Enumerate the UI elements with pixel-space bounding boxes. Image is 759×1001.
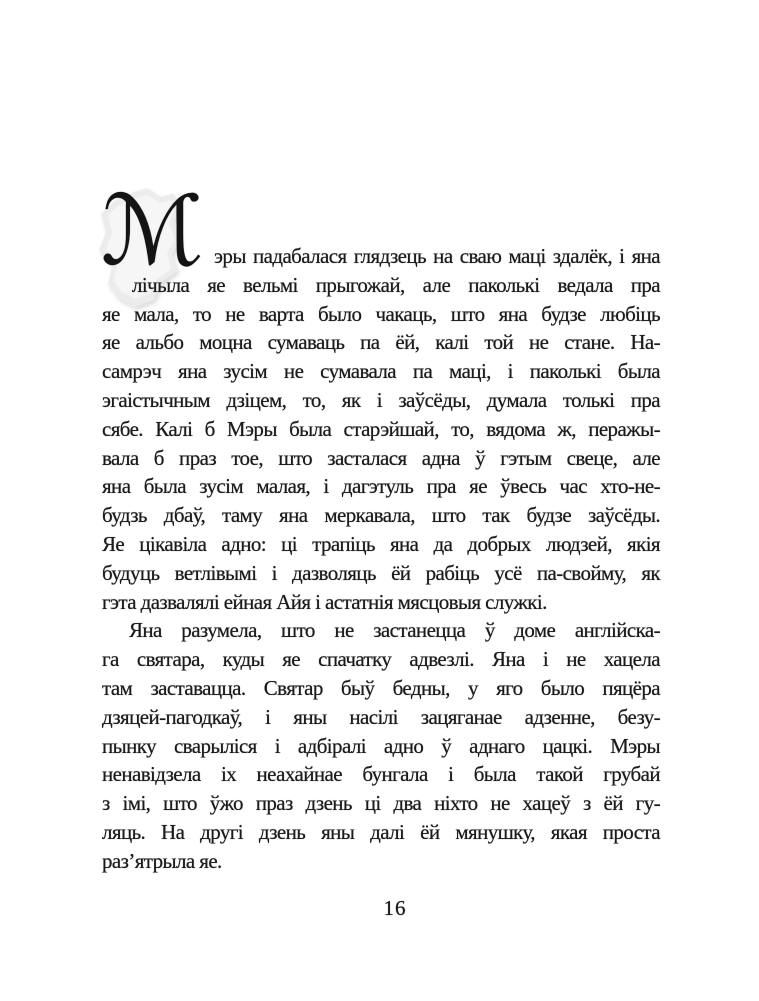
text-line: будзь дбаў, таму яна меркавала, што так будзе заўсёды. bbox=[102, 503, 660, 528]
paragraph-1 bbox=[102, 242, 660, 616]
text-line: гэта дазвалялі ейная Айя і астатнія мясцовыя служкі. bbox=[102, 589, 547, 614]
text-line: вала б праз тое, што засталася адна ў гэтым свеце, але bbox=[102, 445, 660, 470]
text-line: Яна разумела, што не застанецца ў доме англійска- bbox=[129, 618, 660, 643]
text-line: самрэч яна зусім не сумавала па маці, і паколькі была bbox=[102, 359, 660, 384]
text-line: эры падабалася глядзець на сваю маці здалёк, і яна bbox=[214, 244, 660, 268]
text-line: пынку сварыліся і адбіралі адно ў аднаго цацкі. Мэры bbox=[102, 733, 660, 758]
text-line: дзяцей-пагодкаў, і яны насілі зацяганае адзенне, безу- bbox=[102, 704, 660, 729]
drop-cap-letter-m: ℳ bbox=[101, 175, 204, 287]
text-line: га святара, куды яе спачатку адвезлі. Яна і не хацела bbox=[102, 647, 660, 672]
text-line: эгаістычным дзіцем, то, як і заўсёды, думала толькі пра bbox=[102, 387, 660, 412]
text-line: яна была зусім малая, і дагэтуль пра яе ўвесь час хто-не- bbox=[102, 474, 660, 499]
text-line: Яе цікавіла адно: ці трапіць яна да добрых людзей, якія bbox=[102, 531, 660, 556]
text-line: яе мала, то не варта было чакаць, што яна будзе любіць bbox=[102, 301, 660, 326]
text-line: лічыла яе вельмі прыгожай, але паколькі ведала пра bbox=[132, 272, 660, 297]
text-line: там заставацца. Святар быў бедны, у яго было пяцёра bbox=[102, 675, 660, 700]
text-line: раз’ятрыла яе. bbox=[102, 848, 222, 873]
body-text bbox=[102, 242, 660, 876]
text-line: ненавідзела іх неахайнае бунгала і была такой грубай bbox=[102, 762, 660, 787]
text-line: з імі, што ўжо праз дзень ці два ніхто не хацеў з ёй гу- bbox=[102, 791, 660, 816]
paragraph-2 bbox=[102, 616, 660, 875]
text-line: яе альбо моцна сумаваць па ёй, калі той не стане. На- bbox=[102, 330, 660, 355]
page-number: 16 bbox=[383, 896, 407, 920]
text-line: ляць. На другі дзень яны далі ёй мянушку, якая проста bbox=[102, 819, 660, 844]
text-line: сябе. Калі б Мэры была старэйшай, то, вядома ж, перажы- bbox=[102, 416, 660, 441]
text-line: будуць ветлівымі і дазволяць ёй рабіць усё па-свойму, як bbox=[102, 560, 660, 585]
